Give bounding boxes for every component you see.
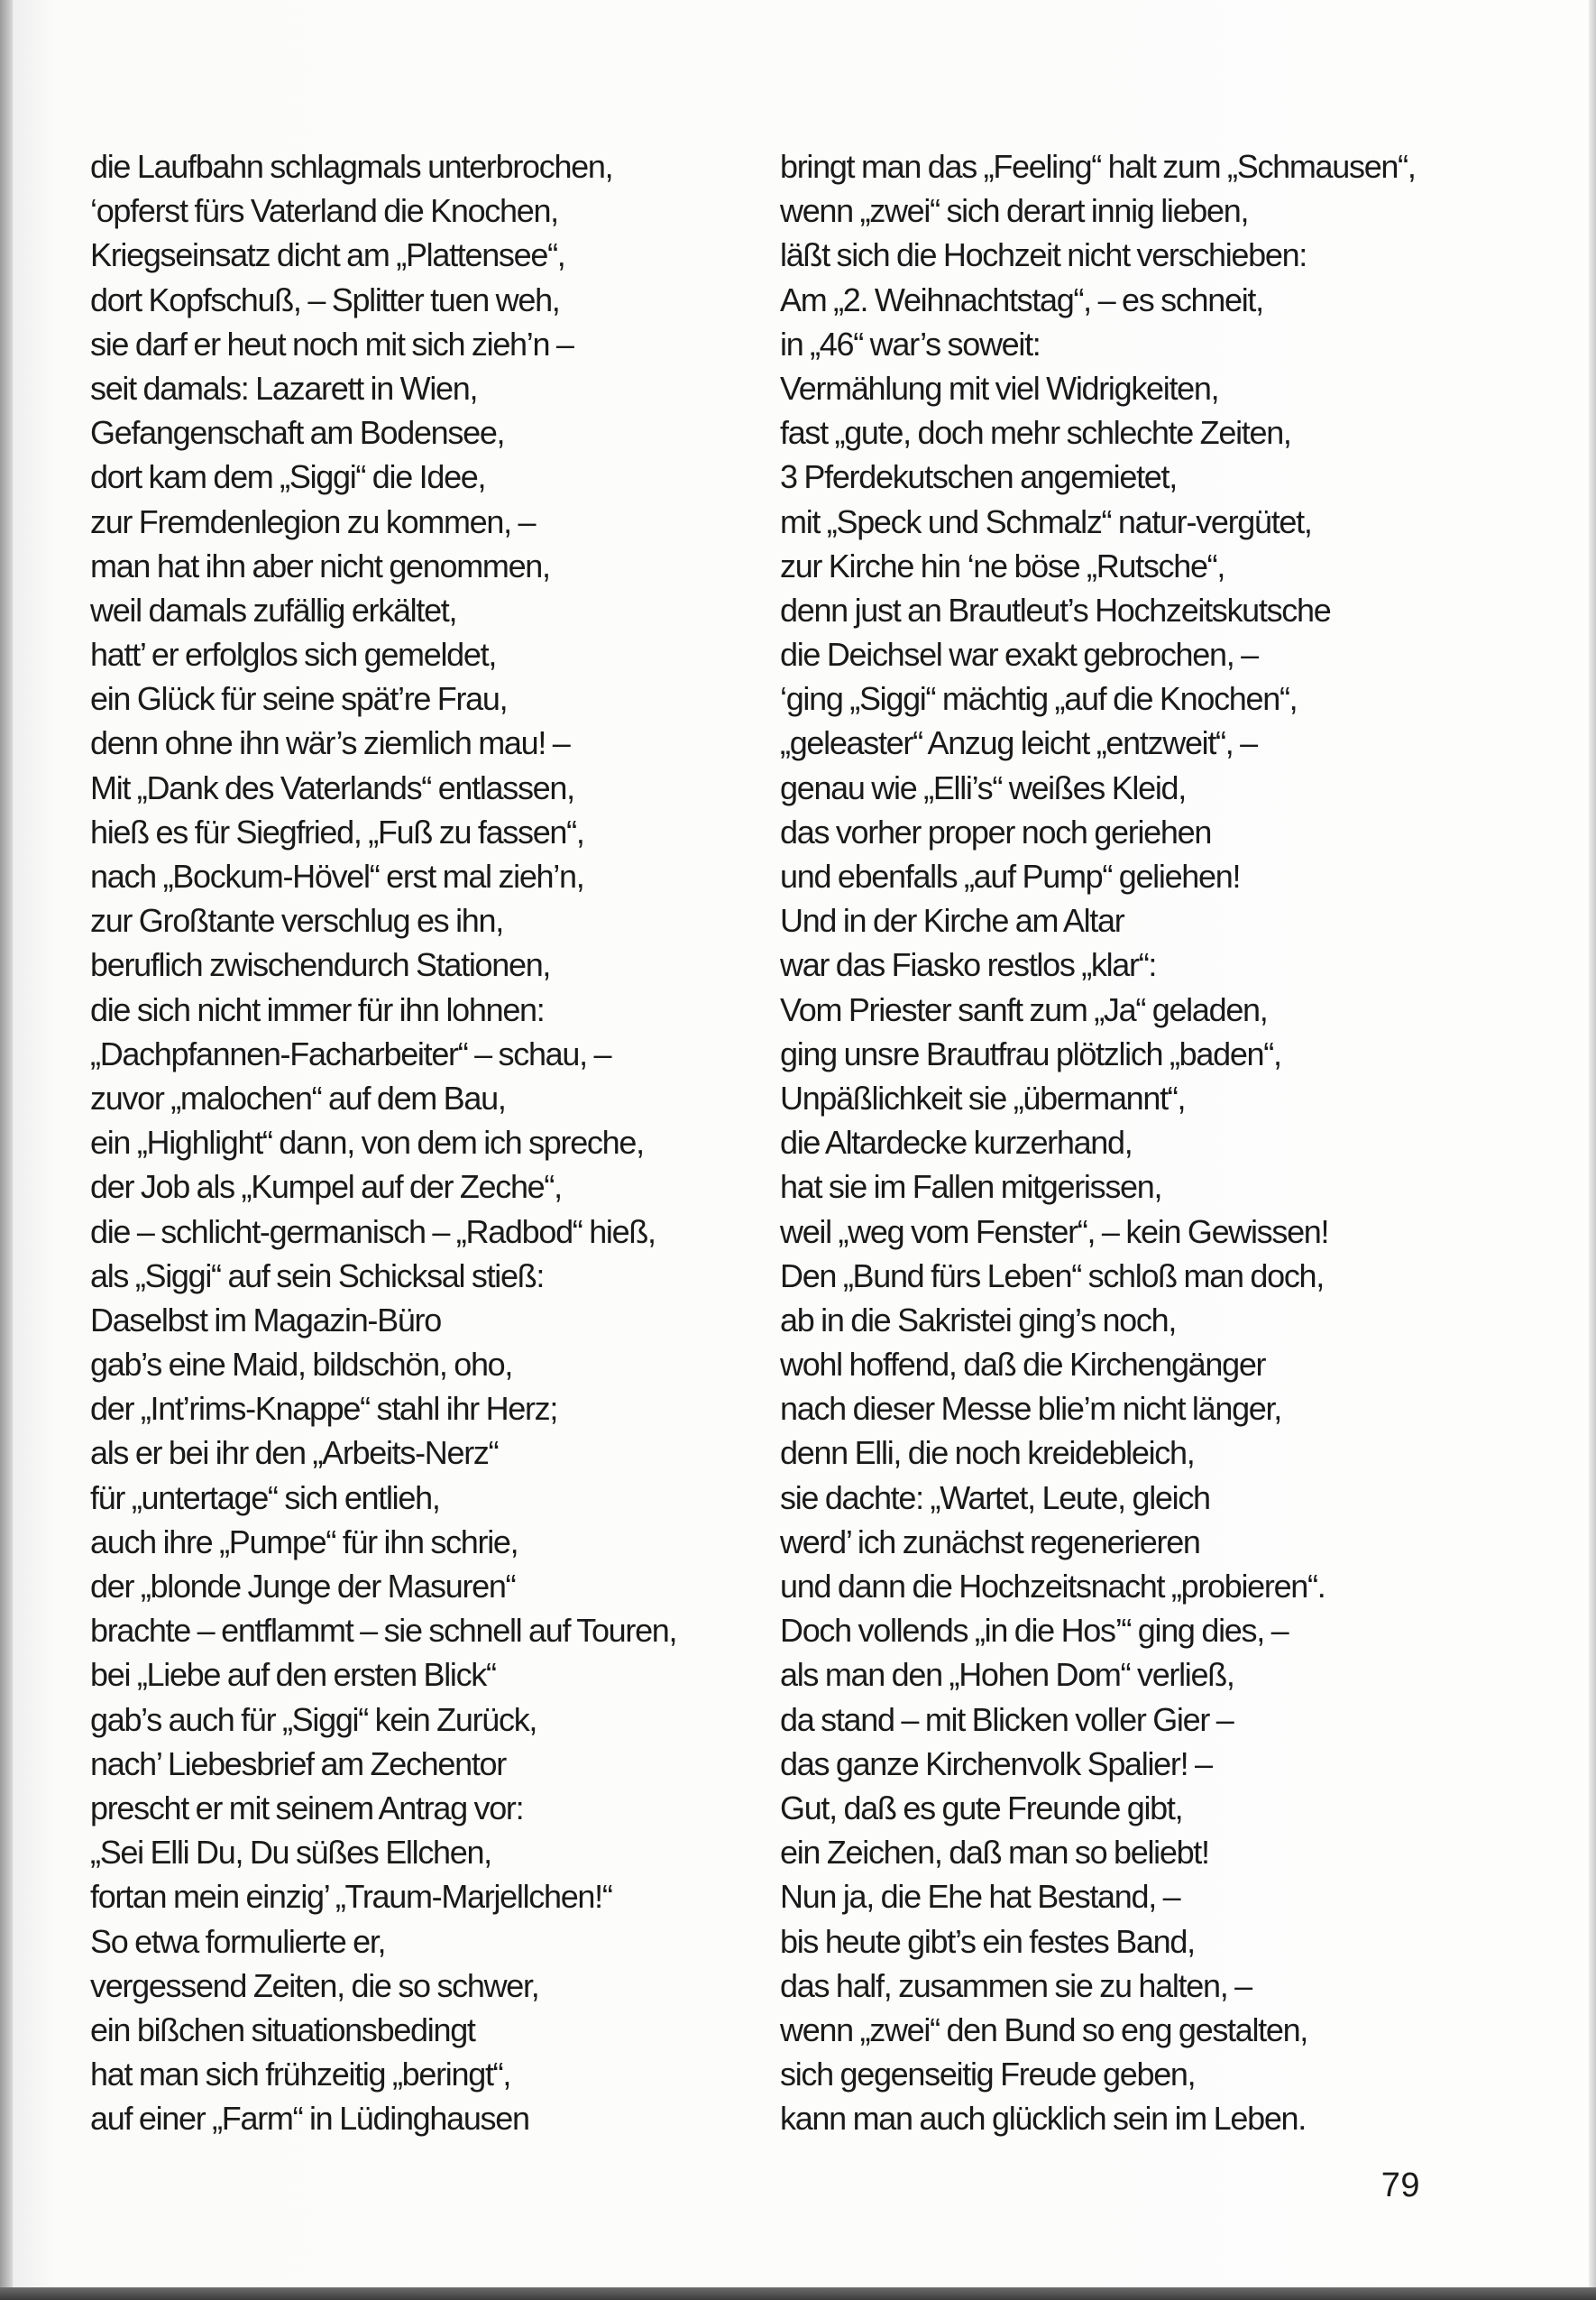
- poem-line: ein Zeichen, daß man so beliebt!: [780, 1834, 1209, 1872]
- poem-line: kann man auch glücklich sein im Leben.: [780, 2100, 1306, 2138]
- poem-line: „Dachpfannen-Facharbeiter“ – schau, –: [90, 1035, 611, 1072]
- poem-line: sie darf er heut noch mit sich zieh’n –: [90, 325, 573, 363]
- poem-column-right: [780, 144, 1465, 2140]
- poem-line: als „Siggi“ auf sein Schicksal stieß:: [90, 1256, 545, 1294]
- poem-line: in „46“ war’s soweit:: [780, 325, 1041, 363]
- poem-line: Und in der Kirche am Altar: [780, 902, 1124, 940]
- poem-line: ging unsre Brautfrau plötzlich „baden“,: [780, 1035, 1281, 1072]
- poem-line: Vermählung mit viel Widrigkeiten,: [780, 369, 1219, 407]
- poem-line: die Laufbahn schlagmals unterbrochen,: [90, 148, 613, 185]
- poem-line: vergessend Zeiten, die so schwer,: [90, 1966, 539, 2004]
- poem-line: da stand – mit Blicken voller Gier –: [780, 1700, 1234, 1738]
- poem-line: und ebenfalls „auf Pump“ geliehen!: [780, 858, 1241, 895]
- poem-line: ‘opferst fürs Vaterland die Knochen,: [90, 192, 558, 230]
- poem-line: läßt sich die Hochzeit nicht verschieben:: [780, 236, 1307, 274]
- poem-line: So etwa formulierte er,: [90, 1922, 386, 1960]
- poem-line: 3 Pferdekutschen angemietet,: [780, 458, 1177, 496]
- poem-line: zuvor „malochen“ auf dem Bau,: [90, 1079, 506, 1117]
- poem-line: wohl hoffend, daß die Kirchengänger: [780, 1346, 1266, 1384]
- scan-edge: [0, 2287, 1596, 2300]
- poem-line: prescht er mit seinem Antrag vor:: [90, 1789, 524, 1826]
- poem-line: Kriegseinsatz dicht am „Plattensee“,: [90, 236, 565, 274]
- poem-line: beruflich zwischendurch Stationen,: [90, 946, 551, 984]
- poem-line: bringt man das „Feeling“ halt zum „Schmausen“,: [780, 148, 1416, 185]
- poem-line: dort kam dem „Siggi“ die Idee,: [90, 458, 486, 496]
- poem-line: die Deichsel war exakt gebrochen, –: [780, 636, 1258, 674]
- poem-line: Gefangenschaft am Bodensee,: [90, 414, 505, 452]
- poem-line: ein „Highlight“ dann, von dem ich spreche,: [90, 1124, 644, 1162]
- poem-line: für „untertage“ sich entlieh,: [90, 1478, 440, 1516]
- poem-line: sich gegenseitig Freude geben,: [780, 2056, 1196, 2093]
- poem-line: ab in die Sakristei ging’s noch,: [780, 1301, 1177, 1339]
- poem-line: ein bißchen situationsbedingt: [90, 2010, 475, 2048]
- poem-line: mit „Speck und Schmalz“ natur-vergütet,: [780, 502, 1312, 540]
- poem-line: der „blonde Junge der Masuren“: [90, 1568, 516, 1605]
- poem-line: das half, zusammen sie zu halten, –: [780, 1966, 1252, 2004]
- poem-line: Vom Priester sanft zum „Ja“ geladen,: [780, 990, 1268, 1028]
- poem-line: ‘ging „Siggi“ mächtig „auf die Knochen“,: [780, 680, 1298, 718]
- poem-line: hat man sich frühzeitig „beringt“,: [90, 2056, 511, 2093]
- poem-line: war das Fiasko restlos „klar“:: [780, 946, 1157, 984]
- poem-line: zur Großtante verschlug es ihn,: [90, 902, 503, 940]
- poem-line: bei „Liebe auf den ersten Blick“: [90, 1656, 496, 1694]
- poem-line: hat sie im Fallen mitgerissen,: [780, 1168, 1162, 1206]
- poem-line: Den „Bund fürs Leben“ schloß man doch,: [780, 1256, 1324, 1294]
- poem-line: seit damals: Lazarett in Wien,: [90, 369, 478, 407]
- poem-line: ein Glück für seine spät’re Frau,: [90, 680, 508, 718]
- poem-line: das ganze Kirchenvolk Spalier! –: [780, 1744, 1212, 1782]
- poem-line: hatt’ er erfolglos sich gemeldet,: [90, 636, 497, 674]
- poem-line: nach’ Liebesbrief am Zechentor: [90, 1744, 506, 1782]
- poem-line: Daselbst im Magazin-Büro: [90, 1301, 441, 1339]
- poem-line: brachte – entflammt – sie schnell auf Touren,: [90, 1612, 677, 1650]
- poem-line: werd’ ich zunächst regenerieren: [780, 1523, 1200, 1560]
- poem-line: der Job als „Kumpel auf der Zeche“,: [90, 1168, 562, 1206]
- poem-line: die – schlicht-germanisch – „Radbod“ hieß,: [90, 1212, 656, 1250]
- poem-line: Gut, daß es gute Freunde gibt,: [780, 1789, 1183, 1826]
- poem-line: gab’s eine Maid, bildschön, oho,: [90, 1346, 513, 1384]
- poem-line: die Altardecke kurzerhand,: [780, 1124, 1133, 1162]
- poem-line: nach dieser Messe blie’m nicht länger,: [780, 1390, 1281, 1428]
- poem-line: auf einer „Farm“ in Lüdinghausen: [90, 2100, 529, 2138]
- poem-line: denn Elli, die noch kreidebleich,: [780, 1434, 1195, 1472]
- poem-line: „geleaster“ Anzug leicht „entzweit“, –: [780, 724, 1257, 762]
- page-number: 79: [1380, 2167, 1420, 2204]
- poem-line: weil damals zufällig erkältet,: [90, 591, 457, 629]
- spine-shadow: [0, 0, 13, 2300]
- poem-line: fast „gute, doch mehr schlechte Zeiten,: [780, 414, 1291, 452]
- poem-line: fortan mein einzig’ „Traum-Marjellchen!“: [90, 1878, 612, 1916]
- poem-line: die sich nicht immer für ihn lohnen:: [90, 990, 545, 1028]
- poem-line: denn ohne ihn wär’s ziemlich mau! –: [90, 724, 570, 762]
- poem-line: Doch vollends „in die Hos’“ ging dies, –: [780, 1612, 1289, 1650]
- poem-line: wenn „zwei“ den Bund so eng gestalten,: [780, 2010, 1308, 2048]
- poem-line: der „Int’rims-Knappe“ stahl ihr Herz;: [90, 1390, 558, 1428]
- poem-line: auch ihre „Pumpe“ für ihn schrie,: [90, 1523, 518, 1560]
- poem-line: nach „Bockum-Hövel“ erst mal zieh’n,: [90, 858, 584, 895]
- poem-line: denn just an Brautleut’s Hochzeitskutsche: [780, 591, 1331, 629]
- poem-line: Mit „Dank des Vaterlands“ entlassen,: [90, 768, 574, 806]
- poem-line: genau wie „Elli’s“ weißes Kleid,: [780, 768, 1186, 806]
- poem-line: Nun ja, die Ehe hat Bestand, –: [780, 1878, 1180, 1916]
- poem-line: hieß es für Siegfried, „Fuß zu fassen“,: [90, 813, 584, 851]
- poem-line: wenn „zwei“ sich derart innig lieben,: [780, 192, 1249, 230]
- page-edge: [1589, 0, 1596, 2300]
- poem-line: bis heute gibt’s ein festes Band,: [780, 1922, 1195, 1960]
- poem-line: man hat ihn aber nicht genommen,: [90, 547, 550, 584]
- poem-line: gab’s auch für „Siggi“ kein Zurück,: [90, 1700, 537, 1738]
- poem-line: zur Kirche hin ‘ne böse „Rutsche“,: [780, 547, 1225, 584]
- poem-line: dort Kopfschuß, – Splitter tuen weh,: [90, 281, 560, 318]
- poem-column-left: [90, 144, 721, 2140]
- poem-line: „Sei Elli Du, Du süßes Ellchen,: [90, 1834, 491, 1872]
- poem-line: zur Fremdenlegion zu kommen, –: [90, 502, 536, 540]
- poem-line: Unpäßlichkeit sie „übermannt“,: [780, 1079, 1186, 1117]
- poem-line: weil „weg vom Fenster“, – kein Gewissen!: [780, 1212, 1329, 1250]
- poem-line: als man den „Hohen Dom“ verließ,: [780, 1656, 1234, 1694]
- poem-line: das vorher proper noch geriehen: [780, 813, 1212, 851]
- poem-line: als er bei ihr den „Arbeits-Nerz“: [90, 1434, 499, 1472]
- poem-line: und dann die Hochzeitsnacht „probieren“.: [780, 1568, 1325, 1605]
- poem-line: Am „2. Weihnachtstag“, – es schneit,: [780, 281, 1263, 318]
- poem-line: sie dachte: „Wartet, Leute, gleich: [780, 1478, 1210, 1516]
